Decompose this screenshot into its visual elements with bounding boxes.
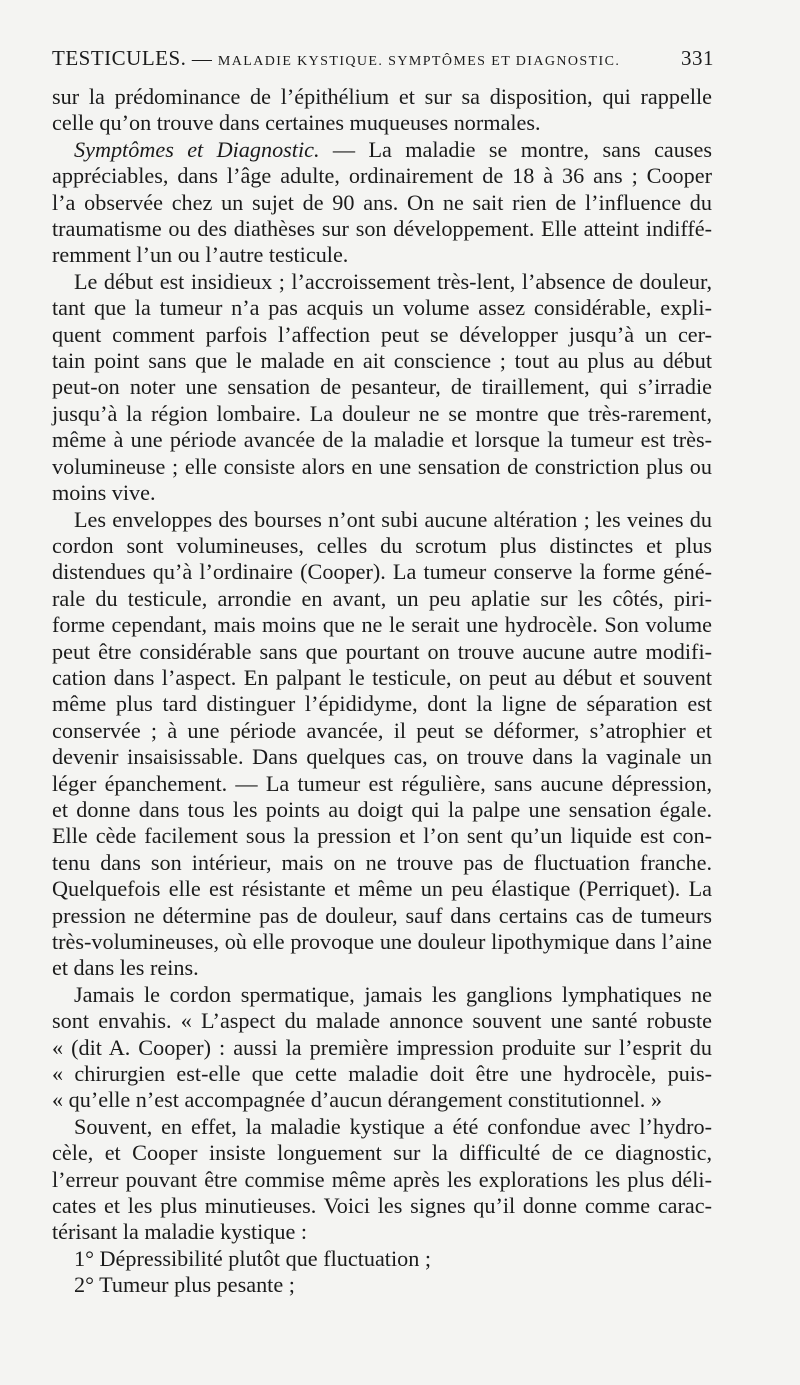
text-line: cates et les plus minutieuses. Voici les signes qu’il donne comme carac- xyxy=(52,1193,712,1219)
text-line: remment l’un ou l’autre testicule. xyxy=(52,242,349,268)
text-line: celle qu’on trouve dans certaines muqueuses normales. xyxy=(52,110,541,136)
text-line: Les enveloppes des bourses n’ont subi aucune altération ; les veines du xyxy=(74,506,712,532)
text-line: cèle, et Cooper insiste longuement sur la difficulté de ce diagnostic, xyxy=(52,1140,712,1166)
text-line: forme cependant, mais moins que ne le serait une hydrocèle. Son volume xyxy=(52,612,712,638)
text-line: cation dans l’aspect. En palpant le testicule, on peut au début et souvent xyxy=(52,664,712,690)
paragraph xyxy=(52,84,712,137)
text-line: tant que la tumeur n’a pas acquis un volume assez considérable, expli- xyxy=(52,295,712,321)
text-line: léger épanchement. — La tumeur est régulière, sans aucune dépression, xyxy=(52,770,712,796)
text-line: même plus tard distinguer l’épididyme, dont la ligne de séparation est xyxy=(52,691,712,717)
page-number: 331 xyxy=(681,46,714,70)
text-line: sur la prédominance de l’épithélium et sur sa disposition, qui rappelle xyxy=(52,84,712,109)
running-header xyxy=(52,46,714,71)
text-line: Jamais le cordon spermatique, jamais les ganglions lymphatiques ne xyxy=(74,981,712,1007)
text-line: et dans les reins. xyxy=(52,955,199,981)
text-line: « chirurgien est-elle que cette maladie doit être une hydrocèle, puis- xyxy=(52,1061,712,1087)
paragraph xyxy=(52,269,712,507)
text-line: très-volumineuses, où elle provoque une douleur lipothymique dans l’aine xyxy=(52,929,712,954)
text-line: moins vive. xyxy=(52,480,156,506)
text-line: distendues qu’à l’ordinaire (Cooper). La tumeur conserve la forme géné- xyxy=(52,559,712,585)
text-line: tain point sans que le malade en ait conscience ; tout au plus au début xyxy=(52,348,712,374)
body-text xyxy=(52,84,712,1299)
text-line: Souvent, en effet, la maladie kystique a été confondue avec l’hydro- xyxy=(74,1113,712,1139)
text-line: l’erreur pouvant être commise même après les explorations les plus déli- xyxy=(52,1166,712,1192)
text-line: conservée ; à une période avancée, il peut se déformer, s’atrophier et xyxy=(52,717,712,743)
paragraph xyxy=(52,137,712,269)
text-line: et donne dans tous les points au doigt qui la palpe une sensation égale. xyxy=(52,796,712,822)
text-line: 2° Tumeur plus pesante ; xyxy=(74,1272,295,1298)
header-subtitle: MALADIE KYSTIQUE. SYMPTÔMES ET DIAGNOSTIC. xyxy=(217,54,621,69)
text-line: l’a observée chez un sujet de 90 ans. On ne sait rien de l’influence du xyxy=(52,189,712,215)
text-line: peut-on noter une sensation de pesanteur, de tiraillement, qui s’irradie xyxy=(52,374,712,400)
text-line: térisant la maladie kystique : xyxy=(52,1219,308,1245)
text-line: traumatisme ou des diathèses sur son développement. Elle atteint indiffé- xyxy=(52,216,712,242)
paragraph xyxy=(52,1246,712,1272)
text-line: Quelquefois elle est résistante et même un peu élastique (Perriquet). La xyxy=(52,876,712,902)
text-line: pression ne détermine pas de douleur, sauf dans certains cas de tumeurs xyxy=(52,902,712,928)
text-line: appréciables, dans l’âge adulte, ordinairement de 18 à 36 ans ; Cooper xyxy=(52,163,712,189)
section-heading: Symptômes et Diagnostic. xyxy=(74,136,320,162)
text-line: devenir insaisissable. Dans quelques cas, on trouve dans la vaginale un xyxy=(52,744,712,770)
text-line: Elle cède facilement sous la pression et l’on sent qu’un liquide est con- xyxy=(52,823,712,849)
text-line: 1° Dépressibilité plutôt que fluctuation ; xyxy=(74,1245,432,1271)
text-line: peut être considérable sans que pourtant on trouve aucune autre modifi- xyxy=(52,638,712,664)
text-line: Symptômes et Diagnostic. — La maladie se montre, sans causes xyxy=(74,136,712,162)
header-dash: — xyxy=(191,48,213,70)
text-line: tenu dans son intérieur, mais on ne trouve pas de fluctuation franche. xyxy=(52,849,712,875)
text-line: Le début est insidieux ; l’accroissement très-lent, l’absence de douleur, xyxy=(74,268,712,294)
text-line: cordon sont volumineuses, celles du scrotum plus distinctes et plus xyxy=(52,532,712,558)
text-line: sont envahis. « L’aspect du malade annonce souvent une santé robuste xyxy=(52,1008,712,1034)
paragraph xyxy=(52,982,712,1114)
text-line: volumineuse ; elle consiste alors en une sensation de constriction plus ou xyxy=(52,453,712,479)
text-line: « (dit A. Cooper) : aussi la première impression produite sur l’esprit du xyxy=(52,1034,712,1060)
paragraph xyxy=(52,1114,712,1246)
paragraph xyxy=(52,1272,712,1298)
header-title: TESTICULES. xyxy=(52,46,187,70)
text-line: rale du testicule, arrondie en avant, un peu aplatie sur les côtés, piri- xyxy=(52,585,712,611)
paragraph xyxy=(52,507,712,982)
text-line: même à une période avancée de la maladie et lorsque la tumeur est très- xyxy=(52,427,712,453)
text-line: jusqu’à la région lombaire. La douleur ne se montre que très-rarement, xyxy=(52,400,712,426)
text-line: « qu’elle n’est accompagnée d’aucun dérangement constitutionnel. » xyxy=(52,1087,662,1113)
text-line: quent comment parfois l’affection peut se développer jusqu’à un cer- xyxy=(52,321,712,347)
